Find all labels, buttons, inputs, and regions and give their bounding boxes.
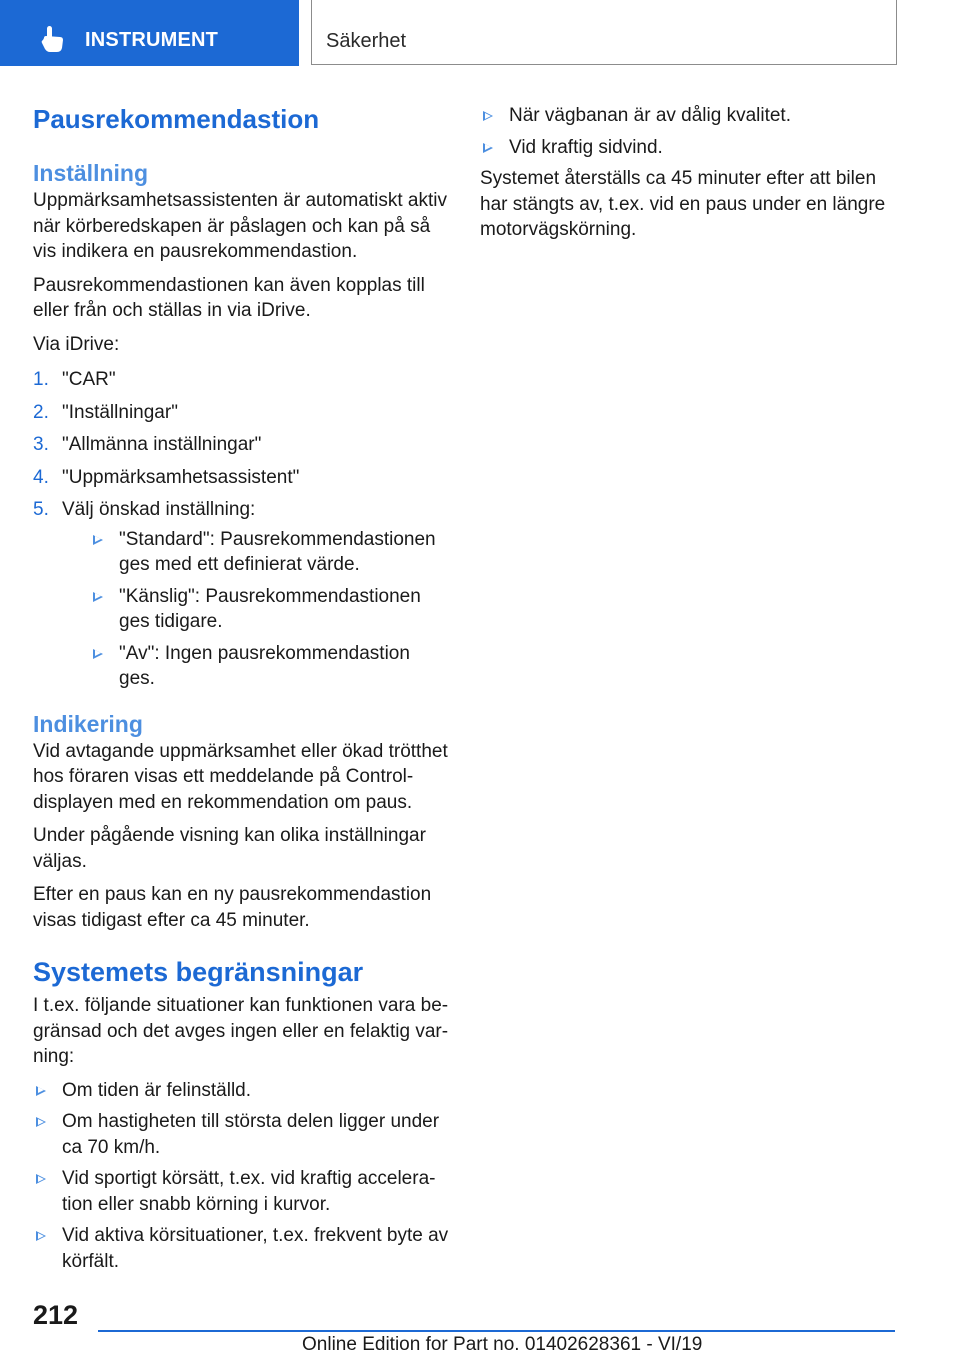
limits-list [33, 1078, 449, 1275]
right-column [480, 103, 894, 243]
step-text: "CAR" [62, 369, 116, 390]
settings-paragraph-3: Via iDrive: [33, 333, 120, 355]
indication-paragraph-3: Efter en paus kan en ny pausrekommendastion visas tidigast efter ca 45 minuter. [33, 884, 432, 931]
option-text: "Av": Ingen pausrekommendastion ges. [119, 642, 410, 689]
step-text: "Allmänna inställningar" [62, 434, 262, 455]
triangle-bullet-icon [483, 111, 493, 121]
limit-item [33, 1078, 449, 1104]
step-text: "Inställningar" [62, 401, 178, 423]
section-tab-label: Säkerhet [326, 30, 407, 52]
step-number: 4. [33, 466, 49, 488]
option-item [90, 641, 449, 692]
limit-item [33, 1166, 449, 1217]
limit-text: Vid kraftig sidvind. [509, 136, 663, 158]
page-header [0, 0, 960, 66]
step-number: 1. [33, 369, 49, 390]
settings-paragraph-1: Uppmärksamhetsassistenten är automatiskt aktiv när körberedskapen är påslagen och kan på så vis indikera en pausrekommendastion. [33, 190, 447, 262]
idrive-steps-list [33, 367, 449, 692]
step-number: 2. [33, 401, 49, 423]
footer-divider [98, 1330, 895, 1332]
step-item [33, 497, 449, 692]
limits-title: Systemets begränsningar [33, 957, 364, 987]
option-text: "Känslig": Pausrekommendastionen ges tidigare. [119, 585, 421, 632]
limit-text: Vid sportigt körsätt, t.ex. vid kraftig acceleration eller snabb körning i kurvor. [62, 1168, 436, 1215]
option-item [90, 584, 449, 635]
limit-item [33, 1109, 449, 1160]
limit-text: Om hastigheten till största delen ligger under ca 70 km/h. [62, 1111, 440, 1158]
page-title: Pausrekommendastion [33, 104, 320, 134]
chapter-tab-label: INSTRUMENT [85, 29, 219, 51]
triangle-bullet-icon [93, 535, 103, 545]
limit-item [480, 103, 894, 129]
hand-pointer-icon [38, 24, 68, 54]
limit-item [480, 135, 894, 161]
option-item [90, 527, 449, 578]
triangle-bullet-icon [93, 592, 103, 602]
step-item [33, 400, 449, 426]
step-item [33, 465, 449, 491]
triangle-bullet-icon [36, 1174, 46, 1184]
triangle-bullet-icon [36, 1086, 46, 1096]
edition-text: Online Edition for Part no. 01402628361 - VI/19 [302, 1334, 703, 1355]
limits-paragraph: I t.ex. följande situationer kan funktionen vara begränsad och det avges ingen eller en felaktig varning: [33, 995, 449, 1067]
page-number: 212 [33, 1300, 79, 1330]
step-item [33, 432, 449, 458]
triangle-bullet-icon [483, 143, 493, 153]
step-text: "Uppmärksamhetsassistent" [62, 466, 300, 488]
indication-paragraph-1: Vid avtagande uppmärksamhet eller ökad trötthet hos föraren visas ett meddelande på Control-displayen med en rekommendation om paus. [33, 740, 448, 813]
limit-text: När vägbanan är av dålig kvalitet. [509, 105, 791, 126]
triangle-bullet-icon [36, 1117, 46, 1127]
option-text: "Standard": Pausrekommendastionen ges med ett definierat värde. [119, 528, 436, 575]
triangle-bullet-icon [36, 1231, 46, 1241]
settings-heading: Inställning [33, 160, 148, 186]
setting-options-list [62, 527, 449, 692]
step-item [33, 367, 449, 393]
limit-item [33, 1223, 449, 1274]
reset-paragraph: Systemet återställs ca 45 minuter efter att bilen har stängts av, t.ex. vid en paus under en längre motorvägskörning. [480, 168, 886, 240]
step-number: 3. [33, 434, 49, 455]
chapter-tab[interactable] [0, 0, 299, 66]
limit-text: Om tiden är felinställd. [62, 1079, 252, 1101]
left-column [33, 98, 449, 1280]
settings-paragraph-2: Pausrekommendastionen kan även kopplas till eller från och ställas in via iDrive. [33, 274, 425, 321]
step-number: 5. [33, 499, 49, 520]
limit-text: Vid aktiva körsituationer, t.ex. frekvent byte av körfält. [62, 1225, 449, 1272]
step-text: Välj önskad inställning: [62, 499, 256, 520]
section-tab[interactable] [311, 0, 897, 65]
indication-paragraph-2: Under pågående visning kan olika inställningar väljas. [33, 825, 426, 872]
limits-list-continued [480, 103, 894, 160]
indication-heading: Indikering [33, 710, 143, 737]
triangle-bullet-icon [93, 649, 103, 659]
